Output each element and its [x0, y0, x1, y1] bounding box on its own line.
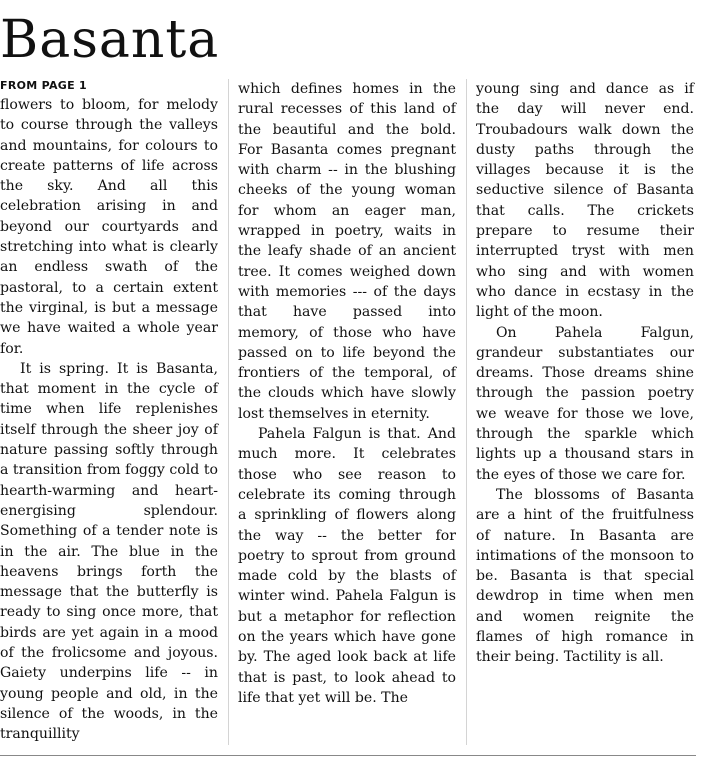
paragraph: It is spring. It is Basanta, that moment in the cycle of time when life replenishes itself through the sheer joy of nature passing softly through a transition from foggy cold to hearth-warming and heart-energising splendour. Something of a tender note is in the air. The blue in the heavens brings forth the message that the butterfly is ready to sing once more, that birds are yet again in a mood of the frolicsome and joyous. Gaiety underpins life -- in young people and old, in the silence of the woods, in the tranquillity: [0, 360, 218, 743]
column-divider: [228, 79, 229, 745]
article-column-3: [476, 79, 694, 745]
article-body: [0, 79, 696, 745]
headline: Basanta: [0, 10, 220, 70]
paragraph: which defines homes in the rural recesses of this land of the beautiful and the bold. For Basanta comes pregnant with charm -- in the blushing cheeks of the young woman for whom an eager man, wrapped in poetry, waits in the leafy shade of an ancient tree. It comes weighed down with memories --- of the days that have passed into memory, of those who have passed on to life beyond the frontiers of the temporal, of the clouds which have slowly lost themselves in eternity.: [238, 81, 456, 422]
continuation-kicker: FROM PAGE 1: [0, 79, 88, 92]
column-divider: [466, 79, 467, 745]
bottom-rule: [0, 755, 696, 756]
paragraph: On Pahela Falgun, grandeur substantiates our dreams. Those dreams shine through the passion poetry we weave for those we love, through the sparkle which lights up a thousand stars in the eyes of those we care for.: [476, 324, 694, 483]
paragraph: flowers to bloom, for melody to course through the valleys and mountains, for colours to create patterns of life across the sky. And all this celebration arising in and beyond our courtyards and stretching into what is clearly an endless swath of the pastoral, to a certain extent the virginal, is but a message we have waited a whole year for.: [0, 97, 218, 357]
paragraph: Pahela Falgun is that. And much more. It celebrates those who see reason to celebrate its coming through a sprinkling of flowers along the way -- the better for poetry to sprout from ground made cold by the blasts of winter wind. Pahela Falgun is but a metaphor for reflection on the years which have gone by. The aged look back at life that is past, to look ahead to life that yet will be. The: [238, 426, 456, 706]
article-column-1: [0, 79, 218, 745]
paragraph: young sing and dance as if the day will never end. Troubadours walk down the dusty paths through the villages because it is the seductive silence of Basanta that calls. The crickets prepare to resume their interrupted tryst with men who sing and with women who dance in ecstasy in the light of the moon.: [476, 81, 694, 321]
paragraph: The blossoms of Basanta are a hint of the fruitfulness of nature. In Basanta are intimations of the monsoon to be. Basanta is that special dewdrop in time when men and women reignite the flames of high romance in their being. Tactility is all.: [476, 486, 694, 666]
article-column-2: [238, 79, 456, 745]
